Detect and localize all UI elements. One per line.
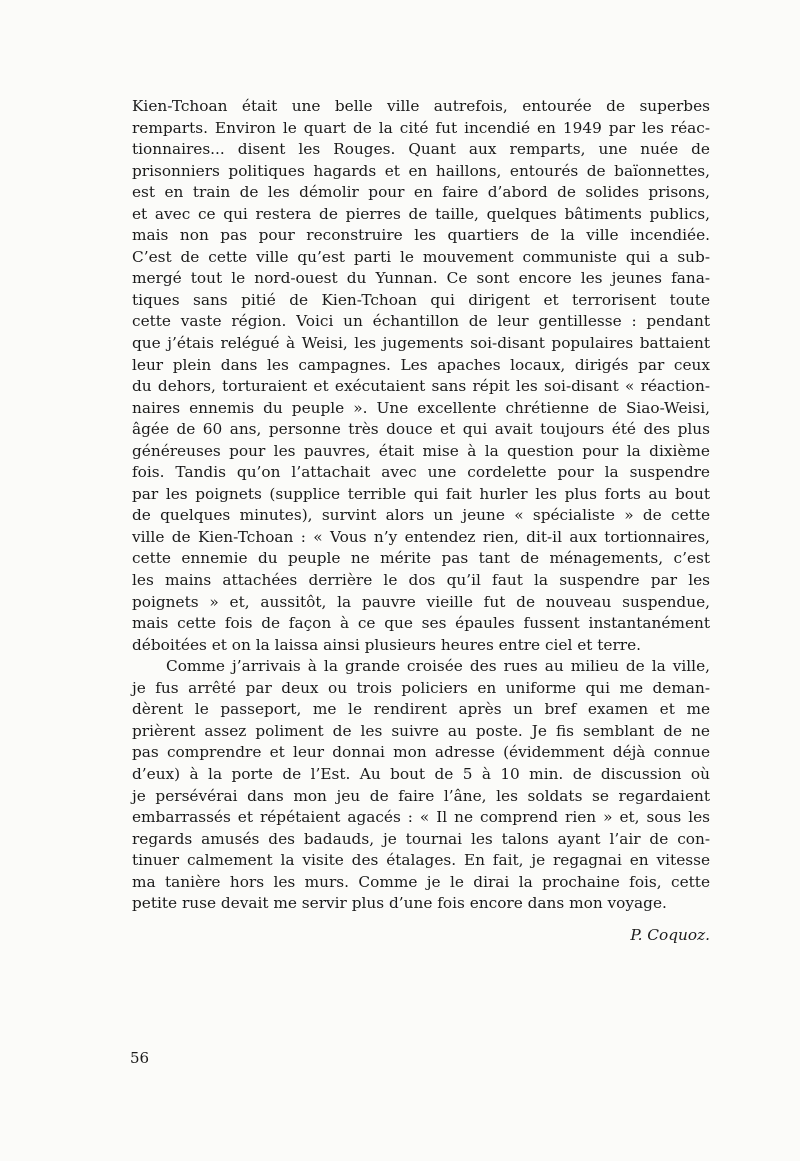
text-line: leur plein dans les campagnes. Les apaches locaux, dirigés par ceux [132,355,710,374]
text-line: que j’étais relégué à Weisi, les jugements soi-disant populaires battaient [132,334,710,353]
text-line: par les poignets (supplice terrible qui fait hurler les plus forts au bout [132,484,710,503]
text-line: du dehors, torturaient et exécutaient sans répit les soi-disant « réaction- [132,377,710,396]
text-line: regards amusés des badauds, je tournai les talons ayant l’air de con- [132,829,710,848]
text-line: C’est de cette ville qu’est parti le mouvement communiste qui a sub- [132,247,710,266]
text-line: fois. Tandis qu’on l’attachait avec une cordelette pour la suspendre [132,463,710,482]
text-line: tinuer calmement la visite des étalages. En fait, je regagnai en vitesse [132,851,710,870]
text-line: tionnaires... disent les Rouges. Quant aux remparts, une nuée de [132,140,710,159]
text-line: est en train de les démolir pour en faire d’abord de solides prisons, [132,183,710,202]
text-line: mergé tout le nord-ouest du Yunnan. Ce sont encore les jeunes fana- [132,269,710,288]
text-line: prisonniers politiques hagards et en haillons, entourés de baïonnettes, [132,161,710,180]
text-line: je fus arrêté par deux ou trois policiers en uniforme qui me deman- [132,678,710,697]
text-line: petite ruse devait me servir plus d’une fois encore dans mon voyage. [132,894,667,913]
text-line: déboitées et on la laissa ainsi plusieurs heures entre ciel et terre. [132,635,642,654]
text-line: généreuses pour les pauvres, était mise à la question pour la dixième [132,441,710,460]
text-line: poignets » et, aussitôt, la pauvre vieille fut de nouveau suspendue, [132,592,710,611]
text-line: d’eux) à la porte de l’Est. Au bout de 5 à 10 min. de discussion où [132,764,710,783]
text-line: embarrassés et répétaient agacés : « Il ne comprend rien » et, sous les [132,808,710,827]
text-line: les mains attachées derrière le dos qu’il faut la suspendre par les [132,571,710,590]
text-line: mais cette fois de façon à ce que ses épaules fussent instantanément [132,614,710,633]
text-line: cette ennemie du peuple ne mérite pas tant de ménagements, c’est [132,549,710,568]
text-line: Kien-Tchoan était une belle ville autrefois, entourée de superbes [132,97,710,115]
author-signature: P. Coquoz. [630,926,710,944]
text-line: âgée de 60 ans, personne très douce et qui avait toujours été des plus [132,420,710,439]
text-line: pas comprendre et leur donnai mon adresse (évidemment déjà connue [132,743,710,762]
text-line: naires ennemis du peuple ». Une excellente chrétienne de Siao-Weisi, [132,398,710,417]
paragraph [132,96,710,656]
text-line: remparts. Environ le quart de la cité fut incendié en 1949 par les réac- [132,118,710,137]
body-text [132,96,710,915]
text-line: dèrent le passeport, me le rendirent après un bref examen et me [132,700,710,719]
text-line: Comme j’arrivais à la grande croisée des rues au milieu de la ville, [166,657,710,676]
text-line: tiques sans pitié de Kien-Tchoan qui dirigent et terrorisent toute [132,290,710,309]
text-line: et avec ce qui restera de pierres de taille, quelques bâtiments publics, [132,204,710,223]
text-line: ma tanière hors les murs. Comme je le dirai la prochaine fois, cette [132,872,710,891]
text-line: prièrent assez poliment de les suivre au poste. Je fis semblant de ne [132,721,710,740]
text-line: mais non pas pour reconstruire les quartiers de la ville incendiée. [132,226,710,245]
page-number: 56 [130,1049,150,1067]
paragraph [132,656,710,915]
text-line: je persévérai dans mon jeu de faire l’âne, les soldats se regardaient [132,786,710,805]
text-line: ville de Kien-Tchoan : « Vous n’y entendez rien, dit-il aux tortionnaires, [132,527,710,546]
text-line: cette vaste région. Voici un échantillon de leur gentillesse : pendant [132,312,710,331]
text-line: de quelques minutes), survint alors un jeune « spécialiste » de cette [132,506,710,525]
